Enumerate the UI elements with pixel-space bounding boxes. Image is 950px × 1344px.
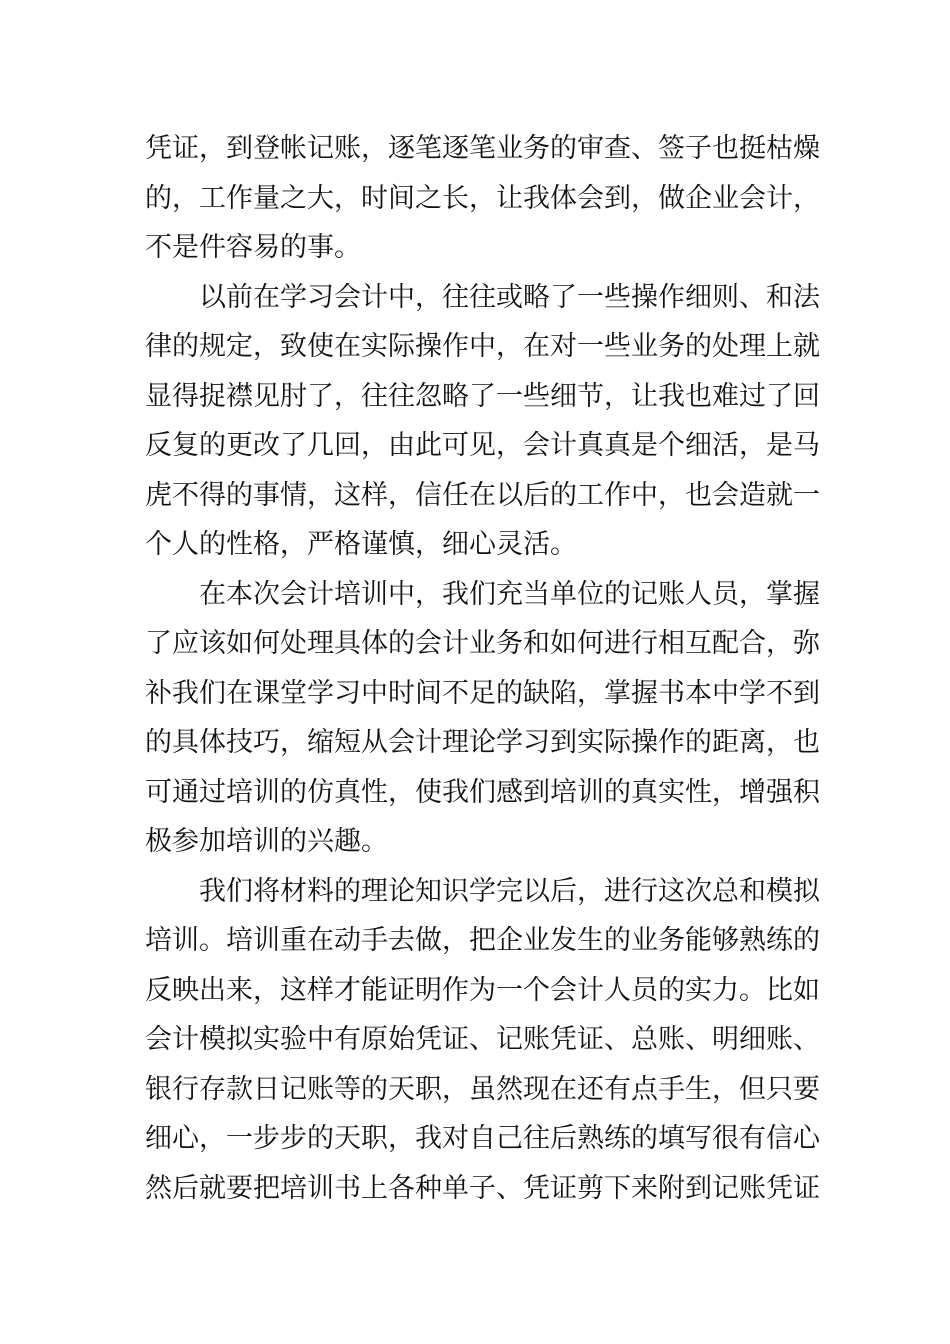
text-line: 虎不得的事情，这样，信任在以后的工作中，也会造就一: [145, 479, 820, 511]
text-line: 可通过培训的仿真性，使我们感到培训的真实性，增强积: [145, 776, 820, 808]
text-line: 培训。培训重在动手去做，把企业发生的业务能够熟练的: [145, 925, 820, 956]
text-line: 反映出来，这样才能证明作为一个会计人员的实力。比如: [145, 974, 820, 1006]
text-line: 然后就要把培训书上各种单子、凭证剪下来附到记账凭证: [145, 1172, 820, 1204]
text-line: 显得捉襟见肘了，往往忽略了一些细节，让我也难过了回: [145, 380, 820, 412]
paragraph-first-line: 在本次会计培训中，我们充当单位的记账人员，掌握: [199, 578, 820, 610]
paragraph-first-line: 以前在学习会计中，往往或略了一些操作细则、和法: [199, 281, 820, 313]
text-line: 的，工作量之大，时间之长，让我体会到，做企业会计，: [145, 182, 820, 214]
text-line: 凭证，到登帐记账，逐笔逐笔业务的审查、签子也挺枯燥: [145, 133, 820, 164]
text-line: 细心，一步步的天职，我对自己往后熟练的填写很有信心: [145, 1123, 820, 1154]
paragraph-first-line: 我们将材料的理论知识学完以后，进行这次总和模拟: [199, 875, 820, 907]
text-line: 极参加培训的兴趣。: [145, 826, 388, 857]
text-line: 了应该如何处理具体的会计业务和如何进行相互配合，弥: [145, 628, 820, 659]
text-line: 反复的更改了几回，由此可见，会计真真是个细活，是马: [145, 430, 820, 461]
text-line: 补我们在课堂学习中时间不足的缺陷，掌握书本中学不到: [145, 677, 820, 709]
text-line: 会计模拟实验中有原始凭证、记账凭证、总账、明细账、: [145, 1024, 820, 1055]
text-line: 不是件容易的事。: [145, 232, 361, 263]
text-line: 律的规定，致使在实际操作中，在对一些业务的处理上就: [145, 331, 820, 362]
text-line: 的具体技巧，缩短从会计理论学习到实际操作的距离，也: [145, 727, 820, 758]
text-line: 个人的性格，严格谨慎，细心灵活。: [145, 529, 577, 560]
text-line: 银行存款日记账等的天职，虽然现在还有点手生，但只要: [145, 1073, 820, 1105]
document-body: [145, 124, 820, 1213]
